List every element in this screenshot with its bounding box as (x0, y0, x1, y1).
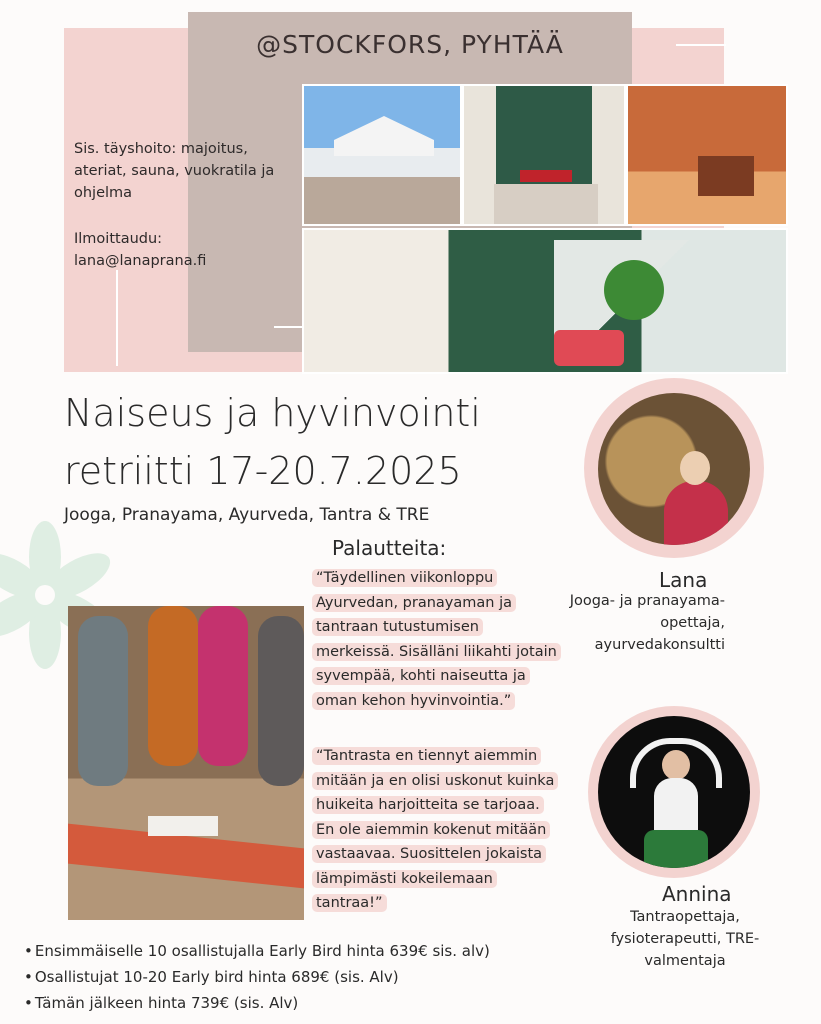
testimonial-quote: “Tantrasta en tiennyt aiemmin mitään ja en olisi uskonut kuinka huikeita harjoitteita se tarjoaa. En ole aiemmin kokenut mitään vastaavaa. Suosittelen jokaista lämpimästi kokeilemaan tantraa!” (312, 744, 562, 916)
accent-line (676, 44, 726, 46)
annina-portrait (598, 716, 750, 868)
teacher-role-lana: Jooga- ja pranayama-opettaja, ayurvedakonsultti (569, 593, 725, 653)
testimonial-quote: “Täydellinen viikonloppu Ayurvedan, pranayaman ja tantraan tutustumisen merkeissä. Sisälläni liikahti jotain syvempää, kohti naiseutta ja oman kehon hyvinvointia.” (312, 566, 562, 713)
manor-porch-photo (462, 84, 626, 226)
signup-email[interactable]: lana@lanaprana.fi (74, 253, 207, 269)
teacher-name-lana: Lana (659, 568, 708, 592)
included-text: Sis. täyshoito: majoitus, ateriat, sauna, vuokratila ja ohjelma (74, 141, 275, 201)
accent-line (116, 270, 118, 366)
feedback-heading: Palautteita: (332, 536, 447, 560)
price-item: • Tämän jälkeen hinta 739€ (sis. Alv) (24, 990, 490, 1016)
retreat-subtitle: Jooga, Pranayama, Ayurveda, Tantra & TRE (64, 505, 430, 525)
retreat-title (64, 384, 584, 500)
price-list (24, 938, 490, 1016)
location-heading: @STOCKFORS, PYHTÄÄ (256, 30, 564, 59)
teacher-role-annina: Tantraopettaja, fysioterapeutti, TRE-valmentaja (610, 909, 760, 969)
title-line-2: retriitti 17-20.7.2025 (64, 449, 462, 493)
signup-label: Ilmoittaudu: (74, 231, 163, 247)
info-block (74, 138, 294, 272)
lana-portrait (598, 393, 750, 545)
title-line-1: Naiseus ja hyvinvointi (64, 391, 481, 435)
hallway-photo (302, 228, 788, 374)
price-item: • Ensimmäiselle 10 osallistujalla Early Bird hinta 639€ sis. alv) (24, 938, 490, 964)
dance-photo (68, 606, 304, 920)
teacher-name-annina: Annina (662, 882, 732, 906)
price-item: • Osallistujat 10-20 Early bird hinta 689€ (sis. Alv) (24, 964, 490, 990)
bedroom-photo (626, 84, 788, 226)
manor-exterior-photo (302, 84, 462, 226)
